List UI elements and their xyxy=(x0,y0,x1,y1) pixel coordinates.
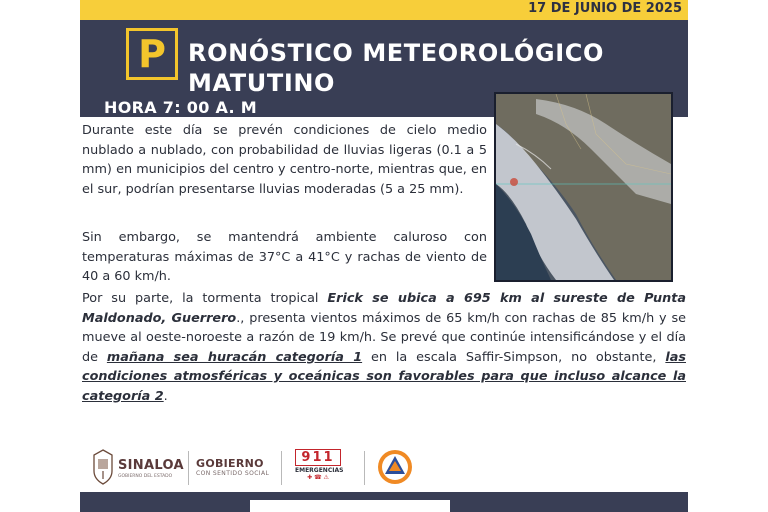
storm-location: Erick se ubica a 695 km al sureste de Punta Maldonado, Guerrero xyxy=(82,291,687,326)
title-initial-box xyxy=(126,28,178,80)
storm-text-e: en la escala Saffir-Simpson, no obstante, xyxy=(362,349,666,365)
paragraph-conditions: Durante este día se prevén condiciones de cielo medio nublado a nublado, con probabilidad de lluvias ligeras (0.1 a 5 mm) en municipios del centro y centro-norte, mientras que, en el sur, podrían presentarse lluvias moderadas (5 a 25 mm). xyxy=(82,123,487,197)
title-initial: P xyxy=(138,32,166,76)
storm-text-g: . xyxy=(163,388,168,404)
forecast-hour: HORA 7: 00 A. M xyxy=(104,98,257,117)
n911-label: EMERGENCIAS xyxy=(295,467,344,474)
sinaloa-name: SINALOA xyxy=(118,458,184,473)
sinaloa-subtitle: GOBIERNO DEL ESTADO xyxy=(118,474,173,479)
emergencias-911-logo xyxy=(295,449,344,487)
paragraph-tropical-storm xyxy=(82,289,686,406)
gobierno-subtitle: CON SENTIDO SOCIAL xyxy=(196,470,270,477)
gobierno-logo xyxy=(196,457,269,477)
footer-bar xyxy=(80,492,688,512)
n911-service-icons: ✚ ☎ ⚠ xyxy=(307,474,329,481)
storm-hurricane-forecast: mañana sea huracán categoría 1 xyxy=(106,349,363,365)
storm-category-2-note: las condiciones atmosféricas y oceánicas son favorables para que incluso alcance la categoría 2 xyxy=(82,349,686,404)
paragraph-temperatures: Sin embargo, se mantendrá ambiente caluroso con temperaturas máximas de 37°C a 41°C y rachas de viento de 40 a 60 km/h. xyxy=(82,230,487,284)
storm-text-a: Por su parte, la tormenta tropical xyxy=(82,291,328,306)
date-bar xyxy=(80,0,688,20)
footer-logos xyxy=(92,443,432,491)
storm-text-c: ., presenta vientos máximos de 65 km/h con rachas de 85 km/h y se mueve al oeste-noroeste a razón de 19 km/h. Se prevé que continúe intensificándose y el día de xyxy=(82,310,687,365)
footer-bar-inner xyxy=(250,500,450,512)
title-line1: RONÓSTICO METEOROLÓGICO xyxy=(188,39,604,67)
gobierno-name: GOBIERNO xyxy=(196,457,264,470)
logo-divider xyxy=(281,451,282,485)
proteccion-civil-icon xyxy=(377,449,413,485)
sinaloa-emblem-icon xyxy=(92,449,114,485)
title-line2: MATUTINO xyxy=(188,69,336,97)
bulletin-date: 17 DE JUNIO DE 2025 xyxy=(528,1,682,16)
logo-divider xyxy=(364,451,365,485)
satellite-image xyxy=(494,92,673,282)
n911-number: 911 xyxy=(295,449,341,466)
page-title xyxy=(188,38,628,98)
logo-divider xyxy=(188,451,189,485)
